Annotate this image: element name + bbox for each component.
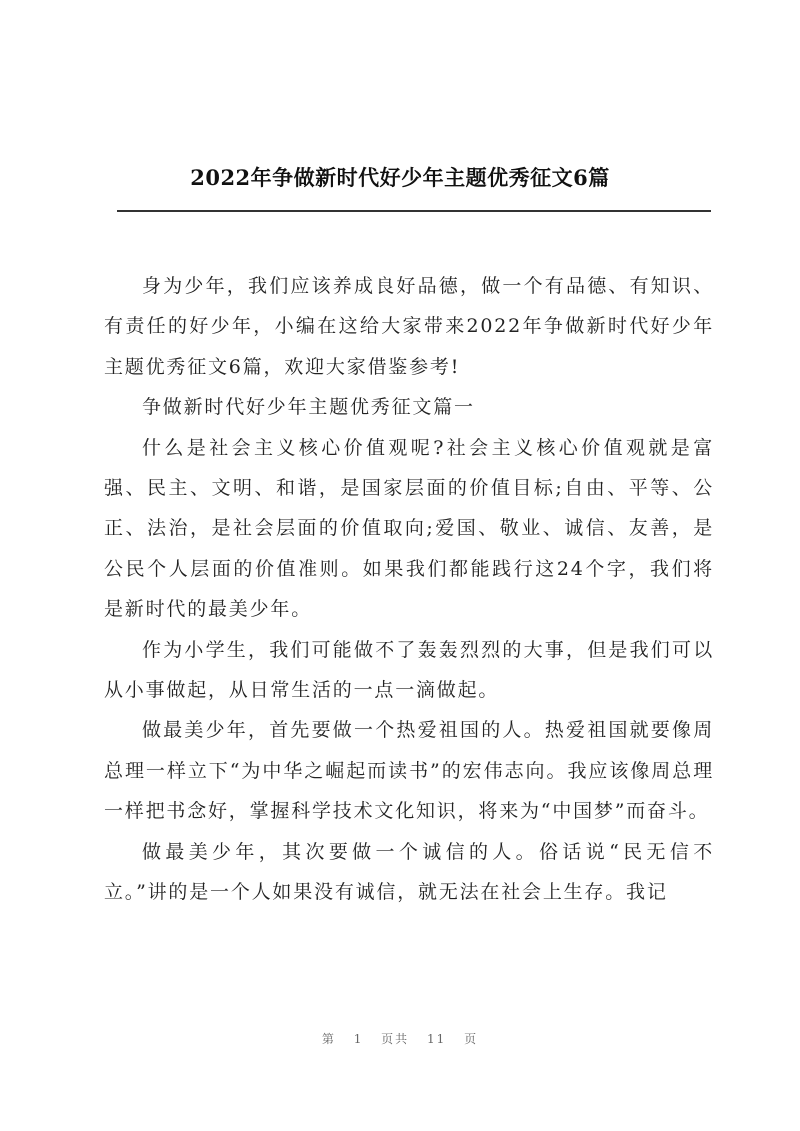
section-heading: 争做新时代好少年主题优秀征文篇一: [142, 396, 475, 419]
body-paragraph: 做最美少年，其次要做一个诚信的人。俗话说“民无信不立。”讲的是一个人如果没有诚信，就无法在社会上生存。我记: [104, 840, 714, 904]
current-page-number: 1: [353, 1032, 364, 1046]
body-paragraph: 作为小学生，我们可能做不了轰轰烈烈的大事，但是我们可以从小事做起，从日常生活的一点一滴做起。: [104, 638, 714, 702]
footer-suffix: 页: [464, 1032, 479, 1046]
body-paragraph: 什么是社会主义核心价值观呢?社会主义核心价值观就是富强、民主、文明、和谐，是国家层面的价值目标;自由、平等、公正、法治，是社会层面的价值取向;爱国、敬业、诚信、友善，是公民个人层面的价值准则。如果我们都能践行这24个字，我们将是新时代的最美少年。: [104, 436, 714, 621]
page-footer: [0, 1030, 800, 1047]
footer-prefix: 第: [321, 1032, 336, 1046]
title-divider: [117, 210, 711, 212]
footer-mid: 页共: [381, 1032, 410, 1046]
total-pages-number: 11: [427, 1032, 447, 1046]
body-paragraph: 做最美少年，首先要做一个热爱祖国的人。热爱祖国就要像周总理一样立下“为中华之崛起而读书”的宏伟志向。我应该像周总理一样把书念好，掌握科学技术文化知识，将来为“中国梦”而奋斗。: [104, 719, 714, 823]
intro-paragraph: 身为少年，我们应该养成良好品德，做一个有品德、有知识、有责任的好少年，小编在这给大家带来2022年争做新时代好少年主题优秀征文6篇，欢迎大家借鉴参考!: [104, 275, 714, 378]
document-body: [104, 266, 714, 913]
page-title: 2022年争做新时代好少年主题优秀征文6篇: [190, 165, 610, 190]
